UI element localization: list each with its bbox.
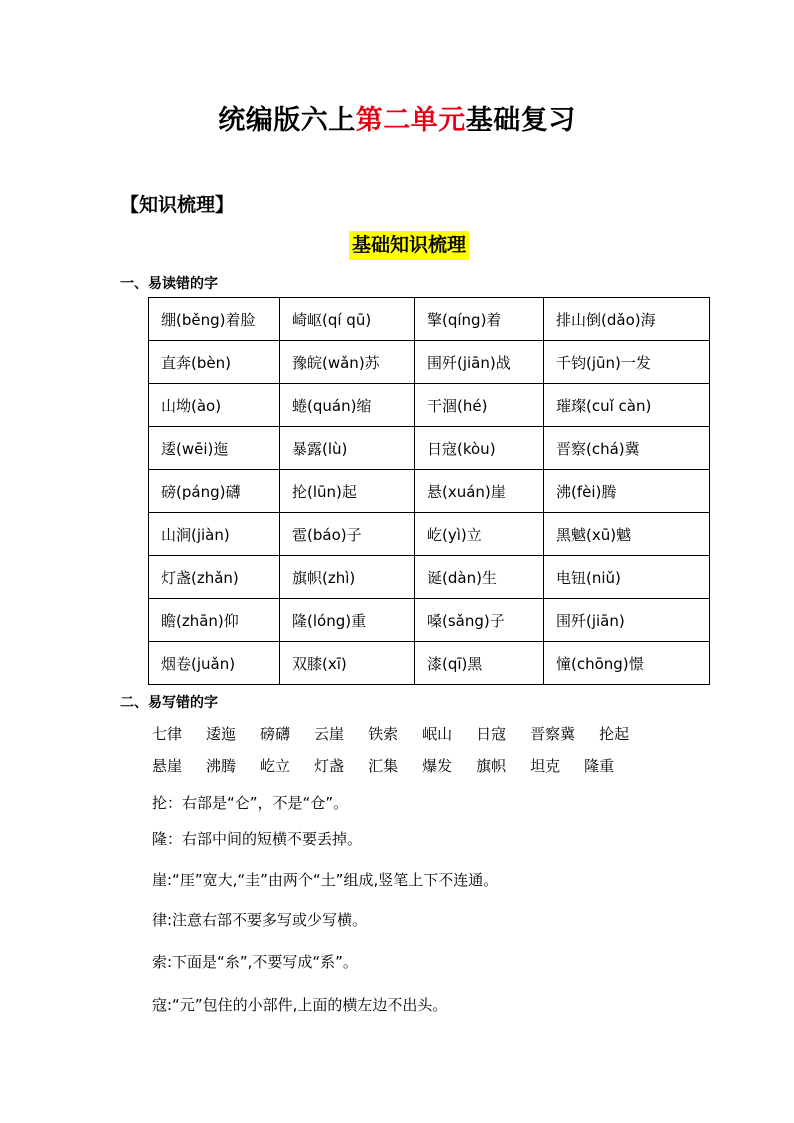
table-cell: 嗓(sǎng)子: [415, 599, 544, 642]
table-cell: 漆(qī)黑: [415, 642, 544, 685]
word-item: 抡起: [599, 725, 630, 743]
table-cell: 山涧(jiàn): [149, 513, 280, 556]
table-row: [149, 427, 710, 470]
word-item: 汇集: [368, 757, 399, 775]
word-item: 悬崖: [152, 757, 183, 775]
word-item: 屹立: [260, 757, 291, 775]
word-item: 日寇: [476, 725, 507, 743]
word-item: 七律: [152, 725, 183, 743]
table-cell: 悬(xuán)崖: [415, 470, 544, 513]
title-part1: 统编版六上: [218, 105, 356, 136]
table-row: [149, 298, 710, 341]
table-cell: 直奔(bèn): [149, 341, 280, 384]
table-cell: 雹(báo)子: [280, 513, 415, 556]
table-cell: 围歼(jiān): [544, 599, 710, 642]
table-cell: 灯盏(zhǎn): [149, 556, 280, 599]
table-cell: 屹(yì)立: [415, 513, 544, 556]
note-line: 抡：右部是“仑”，不是“仓”。: [152, 794, 349, 812]
table-cell: 蜷(quán)缩: [280, 384, 415, 427]
table-cell: 抡(lūn)起: [280, 470, 415, 513]
table-cell: 日寇(kòu): [415, 427, 544, 470]
word-item: 磅礴: [260, 725, 291, 743]
title-part3: 基础复习: [465, 105, 576, 136]
title-part2: 第二单元: [355, 105, 466, 136]
table-cell: 隆(lóng)重: [280, 599, 415, 642]
table-cell: 绷(běng)着脸: [149, 298, 280, 341]
note-line: 崖:“厓”宽大,“圭”由两个“土”组成,竖笔上下不连通。: [152, 871, 499, 889]
word-item: 爆发: [422, 757, 453, 775]
word-item: 岷山: [422, 725, 453, 743]
write-words-row-2: [152, 755, 638, 776]
table-row: [149, 341, 710, 384]
table-cell: 诞(dàn)生: [415, 556, 544, 599]
word-item: 隆重: [584, 757, 615, 775]
section1-heading: 一、易读错的字: [120, 276, 218, 292]
table-cell: 憧(chōng)憬: [544, 642, 710, 685]
pronunciation-table: [148, 297, 710, 685]
table-cell: 山坳(ào): [149, 384, 280, 427]
word-item: 逶迤: [206, 725, 237, 743]
table-cell: 磅(páng)礴: [149, 470, 280, 513]
write-words-row-1: [152, 723, 653, 744]
note-line: 寇:“元”包住的小部件,上面的横左边不出头。: [152, 996, 448, 1014]
table-cell: 干涸(hé): [415, 384, 544, 427]
table-cell: 排山倒(dǎo)海: [544, 298, 710, 341]
note-line: 律:注意右部不要多写或少写横。: [152, 911, 368, 929]
table-cell: 电钮(niǔ): [544, 556, 710, 599]
table-cell: 璀璨(cuǐ càn): [544, 384, 710, 427]
table-cell: 双膝(xī): [280, 642, 415, 685]
word-item: 晋察冀: [530, 725, 576, 743]
table-cell: 逶(wēi)迤: [149, 427, 280, 470]
table-row: [149, 513, 710, 556]
table-row: [149, 470, 710, 513]
table-cell: 擎(qíng)着: [415, 298, 544, 341]
section2-heading: 二、易写错的字: [120, 695, 218, 711]
table-cell: 瞻(zhān)仰: [149, 599, 280, 642]
knowledge-heading: 【知识梳理】: [120, 194, 235, 216]
word-item: 云崖: [314, 725, 345, 743]
word-item: 旗帜: [476, 757, 507, 775]
table-cell: 沸(fèi)腾: [544, 470, 710, 513]
basic-heading: 基础知识梳理: [349, 231, 469, 260]
table-row: [149, 599, 710, 642]
page-title: [0, 98, 794, 137]
table-cell: 豫皖(wǎn)苏: [280, 341, 415, 384]
table-cell: 围歼(jiān)战: [415, 341, 544, 384]
table-cell: 崎岖(qí qū): [280, 298, 415, 341]
note-line: 隆：右部中间的短横不要丢掉。: [152, 830, 363, 848]
table-row: [149, 642, 710, 685]
table-cell: 烟卷(juǎn): [149, 642, 280, 685]
word-item: 铁索: [368, 725, 399, 743]
table-cell: 晋察(chá)冀: [544, 427, 710, 470]
table-row: [149, 556, 710, 599]
word-item: 灯盏: [314, 757, 345, 775]
table-cell: 旗帜(zhì): [280, 556, 415, 599]
note-line: 索:下面是“糸”,不要写成“系”。: [152, 953, 358, 971]
table-cell: 黑魆(xū)魆: [544, 513, 710, 556]
word-item: 坦克: [530, 757, 561, 775]
table-cell: 千钧(jūn)一发: [544, 341, 710, 384]
word-item: 沸腾: [206, 757, 237, 775]
table-row: [149, 384, 710, 427]
table-cell: 暴露(lù): [280, 427, 415, 470]
